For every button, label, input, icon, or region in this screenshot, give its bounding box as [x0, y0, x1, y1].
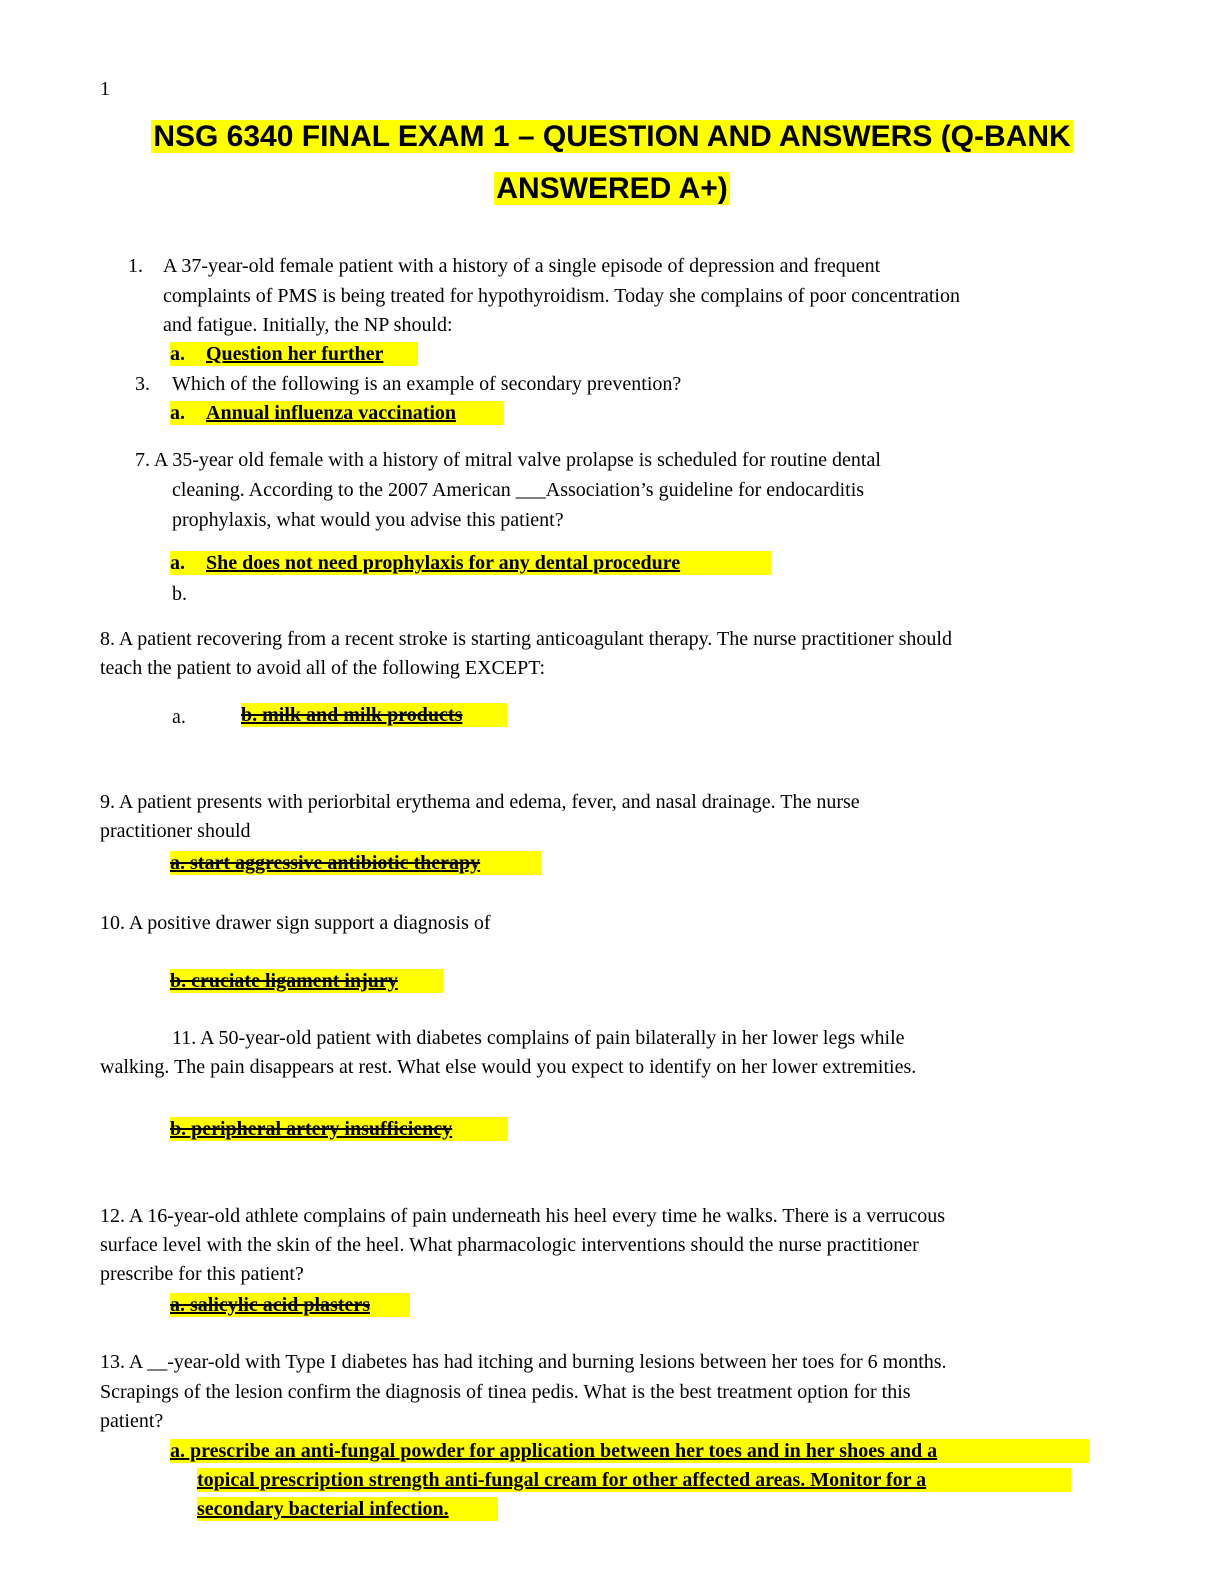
- question-10-text: 10. A positive drawer sign support a diagnosis of: [100, 912, 491, 934]
- question-13-text-line-2: Scrapings of the lesion confirm the diagnosis of tinea pedis. What is the best treatment option for this: [100, 1381, 911, 1403]
- question-11-answer: b. peripheral artery insufficiency: [170, 1117, 508, 1141]
- question-8-text-line-1: 8. A patient recovering from a recent stroke is starting anticoagulant therapy. The nurse practitioner should: [100, 628, 952, 650]
- question-13-answer-line-3: secondary bacterial infection.: [197, 1497, 498, 1521]
- question-9-answer: a. start aggressive antibiotic therapy: [170, 851, 541, 875]
- question-12-text-line-1: 12. A 16-year-old athlete complains of pain underneath his heel every time he walks. There is a verrucous: [100, 1205, 946, 1227]
- question-3-number: 3.: [135, 373, 150, 395]
- question-1-answer: a. Question her further: [170, 342, 418, 366]
- question-1-text-line-2: complaints of PMS is being treated for hypothyroidism. Today she complains of poor concentration: [163, 285, 960, 307]
- question-7-text-line-2: cleaning. According to the 2007 American ___Association’s guideline for endocarditis: [172, 479, 865, 501]
- question-11-text-line-1: 11. A 50-year-old patient with diabetes complains of pain bilaterally in her lower legs while: [172, 1027, 905, 1049]
- question-9-text-line-1: 9. A patient presents with periorbital erythema and edema, fever, and nasal drainage. The nurse: [100, 791, 860, 813]
- question-8-option-a: a.: [172, 706, 186, 728]
- question-1-text-line-3: and fatigue. Initially, the NP should:: [163, 314, 453, 336]
- question-13-text-line-1: 13. A __-year-old with Type I diabetes has had itching and burning lesions between her toes for 6 months.: [100, 1351, 947, 1373]
- question-7-option-b: b.: [172, 583, 187, 605]
- question-3-text: Which of the following is an example of secondary prevention?: [172, 373, 682, 395]
- question-13-answer-line-2: topical prescription strength anti-fungal cream for other affected areas. Monitor for a: [197, 1468, 1071, 1492]
- question-7-answer: a. She does not need prophylaxis for any dental procedure: [170, 551, 771, 575]
- question-8-answer: b. milk and milk products: [241, 703, 507, 727]
- question-13-text-line-3: patient?: [100, 1410, 164, 1432]
- question-1-number: 1.: [128, 255, 143, 277]
- question-9-text-line-2: practitioner should: [100, 820, 251, 842]
- page-number: 1: [100, 78, 110, 100]
- question-12-text-line-3: prescribe for this patient?: [100, 1263, 304, 1285]
- question-13-answer-line-1: a. prescribe an anti-fungal powder for application between her toes and in her shoes and a: [170, 1439, 1089, 1463]
- question-10-answer: b. cruciate ligament injury: [170, 969, 443, 993]
- question-7-text-line-3: prophylaxis, what would you advise this patient?: [172, 509, 564, 531]
- question-1-text-line-1: A 37-year-old female patient with a history of a single episode of depression and frequent: [163, 255, 881, 277]
- document-title-line-2: ANSWERED A+): [496, 172, 728, 205]
- question-12-answer: a. salicylic acid plasters: [170, 1293, 410, 1317]
- question-7-text-line-1: 7. A 35-year old female with a history of mitral valve prolapse is scheduled for routine dental: [135, 449, 881, 471]
- question-11-text-line-2: walking. The pain disappears at rest. What else would you expect to identify on her lower extremities.: [100, 1056, 917, 1078]
- question-12-text-line-2: surface level with the skin of the heel. What pharmacologic interventions should the nurse practitioner: [100, 1234, 919, 1256]
- document-title-line-1: NSG 6340 FINAL EXAM 1 – QUESTION AND ANSWERS (Q-BANK: [153, 120, 1071, 153]
- question-3-answer: a. Annual influenza vaccination: [170, 401, 504, 425]
- question-8-text-line-2: teach the patient to avoid all of the following EXCEPT:: [100, 657, 546, 679]
